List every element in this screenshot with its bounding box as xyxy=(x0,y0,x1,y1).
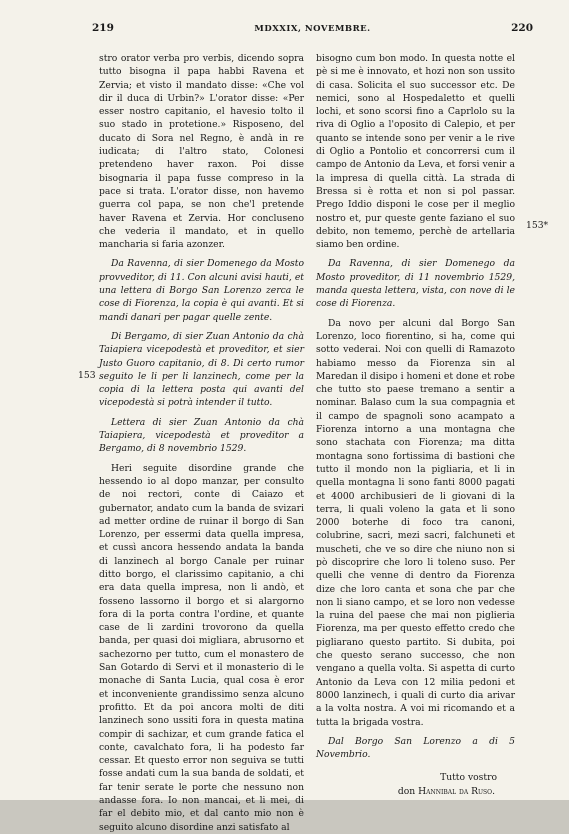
signature-line-2 xyxy=(316,785,497,798)
signature-prefix: don xyxy=(397,785,416,797)
page-header xyxy=(92,22,533,42)
left-paragraph-2: Da Ravenna, di sier Domenego da Mosto provveditor, di 11. Con alcuni avisi hauti, et una lettera di Borgo San Lorenzo zerca le cose di Fiorenza, la copia è qui avanti. Et si mandi danari per pagar quelle zente. xyxy=(99,258,304,323)
right-column xyxy=(316,52,515,798)
running-title: MDXXIX, NOVEMBRE. xyxy=(254,24,371,34)
left-margin-number: 153 xyxy=(78,370,96,381)
signature-name: Hannibal da Ruso. xyxy=(418,785,495,797)
right-paragraph-1: bisogno cum bon modo. In questa notte el pè si me è innovato, et hozi non son ussito di casa. Solicita el suo successor etc. De nemici, sono al Hospedaletto et quelli lochi, et sono scorsi fino a Caprlolo su la riva di Oglio a l'oposito di Calepio, et per quanto se intende sono per venir a le rive di Oglio a Pontolio et concorrersi cum il campo de Antonio da Leva, et forsi venir a la impresa di quella città. La strada di Bressa si è rotta et non si pol passar. Prego Iddio disponi le cose per il meglio nostro et, pur queste gente faziano el suo debito, non tememo, perchè de artellaria siamo ben ordine. xyxy=(316,53,515,251)
dateline: Dal Borgo San Lorenzo a di 5 Novembrio. xyxy=(316,735,515,761)
left-paragraph-4: Heri seguite disordine grande che hessendo io al dopo manzar, per consulto de noi rectori, conte di Caiazo et gubernator, andato cum la banda de svizari ad metter ordine de ruinar il borgo di San Lorenzo, per essermi data quella impresa, et cussì ancora hessendo andata la banda di lanzinech al borgo Canale per ruinar ditto borgo, el clarissimo capitanio, a chi era data quella impresa, non li andò, et fosseno lassorno il borgo et si alargorno fora di la porta contra l'ordine, et quante case de li zardini trovorono da quella banda, per quasi doi migliara, abrusorno et sachezorno per tutto, cum el monastero de San Gotardo di Servi et il monasterio di le monache di Santa Lucia, qual cosa è eror et inconveniente grandissimo senza alcuno profitto. Et da poi ancora molti de diti lanzinech sono ussiti fora in questa matina compir di sachizar, et cum grande fatica el conte, cavalchato fora, li ha podesto far cessar. Et questo error non seguiva se tutti fosse andati cum la sua banda de soldati, et far tenir serate le porte che nessuno non andasse fora. Io non mancai, et li mei, di far el debito mio, et dal canto mio non è seguito alcuno disordine anzi satisfato al xyxy=(99,462,304,833)
left-paragraph-1: stro orator verba pro verbis, dicendo sopra tutto bisogna il papa habbi Ravena et Zervia; et visto il mandato disse: «Che vol dir il duca di Urbin?» L'orator disse: «Per esser nostro capitanio, el havesio tolto il suo stado in protetione.» Risposeno, del ducato di Sora nel Regno, è andà in re iudicata; di l'altro stato, Colonesi pretendeno haver raxon. Poi disse bisognaria il papa fusse compreso in la pace si trata. L'orator disse, non havemo guerra col papa, se non che'l pretende haver Ravena et Zervia. Hor concluseno che vederia il mandato, et in quello mancharia si faria azonzer. xyxy=(99,53,304,251)
right-paragraph-2: Da novo per alcuni dal Borgo San Lorenzo, loco fiorentino, si ha, come qui sotto vederai. Noi con quelli di Ramazoto habiamo messo da Fiorenza sin al Maredan il disipo i homeni et done et robe che tutto sto paese tremano a sentir a nominar. Balaso cum la sua compagnia et il campo de spagnoli sono acampato a Fiorenza intorno a una montagna che sono stachata con Fiorenza; ma ditta montagna sono fortissima di bastioni che tutto il mondo non la pigliaria, et li in quella montagna li sono fanti 8000 pagati et 4000 archibusieri de li giovani di la terra, li quali voleno la gata et li sono 2000 boterhe di foco tra canoni, colubrine, sacri, mezi sacri, falchuneti et muscheti, che ve so dire che niuno non si pò discoprire che loro li toleno suso. Per quelli che venne di dentro da Fiorenza dize che loro canta et sona che par che non li siano campo, et se loro non vedesse la ruina del paese che mai non piglieria Fiorenza, ma per questo effetto credo che pigliarano questo partito. Si dubita, poi che questo serano successo, che non vengano a quella volta. Si aspetta di curto Antonio da Leva con 12 milia pedoni et 8000 lanzinech, i quali di curto dia arivar a la volta nostra. A voi mi ricomando et a tutta la brigada vostra. xyxy=(316,317,515,728)
right-heading: Da Ravenna, di sier Domenego da Mosto proveditor, di 11 novembrio 1529, manda questa lettera, vista, con nove di le cose di Fiorenza. xyxy=(316,258,515,310)
letter-heading: Lettera di sier Zuan Antonio da chà Taiapiera, vicepodestà et proveditor a Bergamo, di 8 novembrio 1529. xyxy=(99,416,304,455)
signature-line-1: Tutto vostro xyxy=(440,772,497,784)
right-page-number: 220 xyxy=(511,22,533,34)
left-page-number: 219 xyxy=(92,22,114,34)
left-column xyxy=(99,52,304,834)
left-paragraph-3: Di Bergamo, di sier Zuan Antonio da chà Taiapiera vicepodestà et proveditor, et sier Justo Guoro capitanio, di 8. Di certo rumor seguito le li per li lanzinech, come per la copia di la lettera posta qui avanti del vicepodestà si potrà intender il tutto. xyxy=(99,330,304,409)
signature-block xyxy=(316,771,515,798)
right-margin-number: 153* xyxy=(526,220,549,231)
